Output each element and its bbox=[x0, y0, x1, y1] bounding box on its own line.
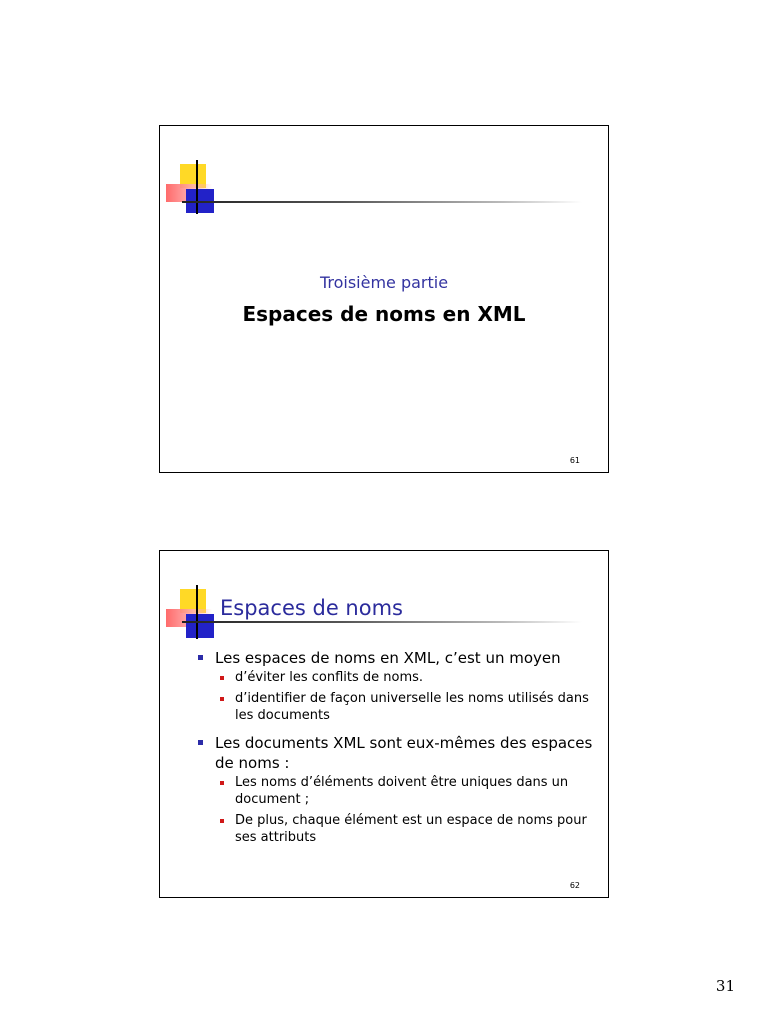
slide-title: Espaces de noms en XML bbox=[242, 302, 526, 326]
slide-number: 61 bbox=[569, 456, 580, 465]
bullet-item: Les documents XML sont eux-mêmes des espaces de noms : bbox=[198, 733, 593, 773]
slide-title: Espaces de noms bbox=[220, 596, 403, 620]
slide-61 bbox=[159, 125, 609, 473]
sub-bullet-item: d’éviter les conflits de noms. bbox=[220, 669, 593, 686]
slide-subtitle: Troisième partie bbox=[319, 273, 449, 292]
sub-bullet-item: d’identifier de façon universelle les noms utilisés dans les documents bbox=[220, 690, 593, 724]
page-number: 31 bbox=[715, 977, 735, 995]
slide-body bbox=[198, 648, 593, 850]
title-rule bbox=[182, 621, 582, 623]
slide-number: 62 bbox=[569, 881, 580, 890]
bullet-item: Les espaces de noms en XML, c’est un moyen bbox=[198, 648, 593, 668]
title-rule bbox=[182, 201, 582, 203]
sub-bullet-item: Les noms d’éléments doivent être uniques dans un document ; bbox=[220, 774, 593, 808]
slide-logo-icon bbox=[160, 126, 220, 226]
slide-logo-icon bbox=[160, 551, 220, 651]
slide-62 bbox=[159, 550, 609, 898]
sub-bullet-item: De plus, chaque élément est un espace de noms pour ses attributs bbox=[220, 812, 593, 846]
